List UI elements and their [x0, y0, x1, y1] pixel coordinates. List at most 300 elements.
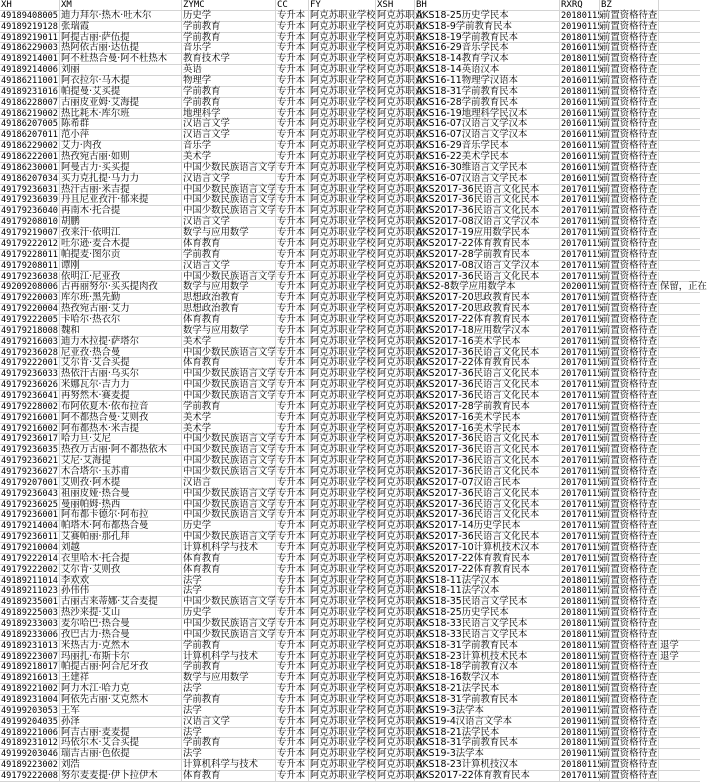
cell-col-xsh[interactable]: 阿克苏职业 [377, 270, 424, 282]
cell-col-bh[interactable]: AKS16-22美术学民本 [414, 152, 559, 163]
cell-col-extra[interactable] [658, 22, 700, 33]
cell-col-extra[interactable] [658, 521, 700, 532]
cell-col-xm[interactable]: 米娜瓦尔·吉力力 [59, 380, 181, 391]
cell-col-bh[interactable]: AKS18-23计算机技汉本 [414, 760, 559, 771]
cell-col-cc[interactable]: 专升本 [275, 358, 308, 369]
cell-col-rxrq[interactable]: 20180115 [561, 597, 603, 608]
cell-col-extra[interactable] [658, 358, 700, 369]
cell-col-cc[interactable]: 专升本 [275, 293, 308, 304]
cell-col-extra[interactable] [658, 684, 700, 695]
cell-col-bh[interactable]: AKS19-3法学本 [414, 749, 559, 760]
cell-col-rxrq[interactable]: 20160115 [561, 152, 603, 163]
cell-col-cc[interactable]: 专升本 [275, 554, 308, 565]
cell-col-xm[interactable]: 热沙来提·艾山 [59, 608, 181, 619]
cell-col-extra[interactable] [658, 532, 700, 543]
cell-col-fy[interactable]: 阿克苏职业学校 [310, 129, 376, 141]
cell-col-fy[interactable]: 阿克苏职业学校 [310, 216, 376, 228]
cell-col-rxrq[interactable]: 20170115 [561, 358, 603, 369]
cell-col-bz[interactable]: 前置资格待查 [601, 715, 658, 727]
cell-col-xm[interactable]: 迪力木拉提·萨塔尔 [59, 337, 181, 348]
cell-col-bz[interactable]: 前置资格待查 [601, 335, 658, 347]
cell-col-extra[interactable] [658, 304, 700, 315]
cell-col-extra[interactable] [658, 608, 700, 619]
cell-col-xsh[interactable]: 阿克苏职业 [377, 704, 424, 716]
cell-col-cc[interactable]: 专升本 [275, 87, 308, 98]
cell-col-cc[interactable]: 专升本 [275, 65, 308, 76]
cell-col-xm[interactable]: 玛依尔木·艾合买提 [59, 738, 181, 749]
cell-col-extra[interactable] [658, 586, 700, 597]
cell-col-xm[interactable]: 尼亚孜·热合曼 [59, 348, 181, 359]
cell-col-bh[interactable]: AKS2017-36民语言文化民本 [414, 467, 559, 478]
cell-col-fy[interactable]: 阿克苏职业学校 [310, 476, 376, 488]
cell-col-rxrq[interactable]: 20170115 [561, 499, 603, 510]
cell-col-xsh[interactable]: 阿克苏职业 [377, 694, 424, 706]
cell-col-rxrq[interactable]: 20170115 [561, 206, 603, 217]
cell-col-xh[interactable]: 49179222005 [1, 314, 58, 325]
cell-col-zymc[interactable]: 中国少数民族语言文学 [183, 205, 277, 217]
cell-col-fy[interactable]: 阿克苏职业学校 [310, 585, 376, 597]
cell-col-xsh[interactable]: 阿克苏职业 [377, 618, 424, 630]
cell-col-cc[interactable]: 专升本 [275, 163, 308, 174]
cell-col-bh[interactable]: AKS16-07汉语言文学汉本 [414, 130, 559, 141]
cell-col-bz[interactable]: 前置资格待查 [601, 107, 658, 119]
cell-col-xm[interactable]: 库尔班·黑先勤 [59, 293, 181, 304]
cell-col-bh[interactable]: AKS2017-36民语言文化民本 [414, 348, 559, 359]
cell-col-bz[interactable]: 前置资格待查 [601, 618, 658, 630]
cell-col-cc[interactable]: 专升本 [275, 500, 308, 511]
cell-col-extra[interactable] [658, 543, 700, 554]
cell-col-cc[interactable]: 专升本 [275, 662, 308, 673]
cell-col-bz[interactable]: 前置资格待查 [601, 259, 658, 271]
cell-col-xsh[interactable]: 阿克苏职业 [377, 770, 424, 782]
cell-col-extra[interactable] [658, 554, 700, 565]
cell-col-cc[interactable]: 专升本 [275, 586, 308, 597]
cell-col-xh[interactable]: 49179236001 [1, 510, 58, 521]
cell-col-bh[interactable]: AKS2017-36民语言文化民本 [414, 369, 559, 380]
cell-col-xm[interactable]: 瑞吉古丽·色依提 [59, 749, 181, 760]
cell-col-bh[interactable]: AKS2017-07汉语言民本 [414, 478, 559, 489]
cell-col-xsh[interactable]: 阿克苏职业 [377, 433, 424, 445]
cell-col-xh[interactable]: 49199204035 [1, 716, 58, 727]
cell-col-xsh[interactable]: 阿克苏职业 [377, 183, 424, 195]
cell-col-bh[interactable]: AKS2017-08汉语言文学汉本 [414, 261, 559, 272]
cell-col-xm[interactable]: 艾尼·艾海提 [59, 456, 181, 467]
cell-col-xh[interactable]: 49189214001 [1, 54, 58, 65]
cell-col-zymc[interactable]: 计算机科学与技术 [181, 760, 275, 771]
cell-col-xsh[interactable]: 阿克苏职业 [377, 9, 424, 21]
cell-col-bh[interactable]: AKS16-28学前教育民本 [414, 98, 559, 109]
cell-col-xh[interactable]: 49199203053 [1, 705, 58, 716]
cell-col-bz[interactable]: 前置资格待查 [601, 248, 658, 260]
cell-col-extra[interactable] [658, 717, 700, 728]
cell-col-cc[interactable]: 专升本 [275, 152, 308, 163]
cell-col-rxrq[interactable]: 20180115 [561, 651, 603, 662]
cell-col-xsh[interactable]: 阿克苏职业 [377, 498, 424, 510]
cell-col-zymc[interactable]: 美术学 [181, 424, 275, 435]
cell-col-rxrq[interactable]: 20170115 [561, 466, 603, 477]
cell-col-fy[interactable]: 阿克苏职业学校 [310, 694, 376, 706]
cell-col-cc[interactable]: 专升本 [275, 369, 308, 380]
cell-col-rxrq[interactable]: 20160115 [561, 130, 603, 141]
cell-col-xh[interactable]: 49189233003 [1, 619, 58, 630]
cell-col-extra[interactable] [658, 217, 700, 228]
cell-col-xh[interactable]: 49179236027 [1, 466, 58, 477]
cell-col-cc[interactable]: 专升本 [275, 749, 308, 760]
cell-col-xsh[interactable]: 阿克苏职业 [377, 335, 424, 347]
cell-col-zymc[interactable]: 中国少数民族语言文学 [183, 368, 277, 380]
cell-col-fy[interactable]: 阿克苏职业学校 [310, 379, 376, 391]
cell-col-fy[interactable]: 阿克苏职业学校 [310, 248, 376, 260]
cell-col-fy[interactable]: 阿克苏职业学校 [310, 194, 376, 206]
cell-col-bz[interactable]: 前置资格待查 [601, 96, 658, 108]
cell-col-bz[interactable]: 前置资格待查 [601, 281, 658, 293]
cell-col-bh[interactable]: AKS2017-22体育教育民本 [414, 358, 559, 369]
cell-col-rxrq[interactable]: 20170115 [561, 249, 603, 260]
cell-col-xh[interactable]: 49186228007 [1, 97, 58, 108]
cell-col-xsh[interactable]: 阿克苏职业 [377, 205, 424, 217]
cell-col-extra[interactable] [658, 760, 700, 771]
cell-col-rxrq[interactable]: 20170115 [561, 304, 603, 315]
cell-col-bz[interactable]: 前置资格待查 [601, 737, 658, 749]
cell-col-xm[interactable]: 阿布都卡德尔·阿布拉 [59, 510, 181, 521]
cell-col-xh[interactable]: 49189233006 [1, 629, 58, 640]
cell-col-xsh[interactable]: 阿克苏职业 [377, 683, 424, 695]
cell-col-extra[interactable] [658, 728, 700, 739]
cell-col-extra[interactable] [658, 565, 700, 576]
cell-col-bh[interactable]: AKS2017-36民语言文化民本 [414, 500, 559, 511]
cell-col-bz[interactable]: 前置资格待查 [601, 465, 658, 477]
cell-col-xh[interactable]: 49186229002 [1, 141, 58, 152]
cell-col-bh[interactable]: AKS18-31学前教育民本 [414, 738, 559, 749]
cell-col-cc[interactable]: 专升本 [275, 760, 308, 771]
cell-col-rxrq[interactable]: 20170115 [561, 434, 603, 445]
cell-col-fy[interactable]: 阿克苏职业学校 [310, 704, 376, 716]
cell-col-cc[interactable]: 专升本 [275, 315, 308, 326]
cell-col-bz[interactable]: 前置资格待查 [601, 411, 658, 423]
cell-col-bh[interactable]: AKS19-4汉语言文学本 [414, 717, 559, 728]
cell-col-bh[interactable]: AKS2017-16美术学民本 [414, 337, 559, 348]
cell-col-zymc[interactable]: 汉语言文学 [181, 174, 275, 185]
cell-col-bh[interactable]: AKS2017-36民语言文化民本 [414, 445, 559, 456]
cell-col-zymc[interactable]: 学前教育 [181, 662, 275, 673]
cell-col-xm[interactable]: 阿提古丽·萨伍提 [59, 33, 181, 44]
cell-col-xm[interactable]: 艾赛帕丽·那孔拜 [59, 532, 181, 543]
cell-col-fy[interactable]: 阿克苏职业学校 [310, 607, 376, 619]
cell-col-extra[interactable] [658, 478, 700, 489]
cell-col-zymc[interactable]: 学前教育 [181, 87, 275, 98]
cell-col-extra[interactable] [658, 695, 700, 706]
cell-col-bz[interactable]: 前置资格待查 [601, 346, 658, 358]
cell-col-xsh[interactable]: 阿克苏职业 [377, 129, 424, 141]
cell-col-xsh[interactable]: 阿克苏职业 [377, 542, 424, 553]
cell-col-fy[interactable]: 阿克苏职业学校 [310, 237, 376, 249]
cell-col-rxrq[interactable]: 20170115 [561, 228, 603, 239]
cell-col-extra[interactable] [658, 130, 700, 141]
cell-col-fy[interactable]: 阿克苏职业学校 [310, 107, 376, 119]
cell-col-xm[interactable]: 艾则孜·阿木提 [59, 478, 181, 489]
cell-col-fy[interactable]: 阿克苏职业学校 [310, 400, 376, 412]
cell-col-extra[interactable] [658, 380, 700, 391]
cell-col-bz[interactable]: 前置资格待查 [601, 140, 658, 152]
cell-col-xh[interactable]: 49179236035 [1, 445, 58, 456]
cell-col-bz[interactable]: 前置资格待查 [601, 704, 658, 716]
cell-col-fy[interactable]: 阿克苏职业学校 [310, 672, 376, 684]
cell-col-cc[interactable]: 专升本 [275, 576, 308, 587]
cell-col-xsh[interactable]: 阿克苏职业 [377, 75, 424, 87]
cell-col-extra[interactable] [658, 348, 700, 359]
cell-col-xh[interactable]: 49186207005 [1, 119, 58, 130]
cell-col-rxrq[interactable]: 20160115 [561, 108, 603, 119]
cell-col-rxrq[interactable]: 20170115 [561, 771, 603, 782]
cell-col-bh[interactable]: AKS18-9学前教育民本 [414, 22, 559, 33]
cell-col-bz[interactable]: 前置资格待查 [601, 389, 658, 401]
cell-col-bz[interactable]: 前置资格待查 [601, 31, 658, 43]
cell-col-rxrq[interactable]: 20170115 [561, 325, 603, 336]
cell-col-xh[interactable]: 49189216013 [1, 673, 58, 684]
cell-col-xm[interactable]: 热比耗木·库尔班 [59, 109, 181, 120]
cell-col-zymc[interactable]: 美术学 [181, 413, 275, 424]
cell-col-xm[interactable]: 热汗古丽·米吉提 [59, 185, 181, 196]
cell-col-cc[interactable]: 专升本 [275, 11, 308, 22]
cell-col-xm[interactable]: 衣里哈木·托合提 [59, 554, 181, 565]
cell-col-xh[interactable]: 49189231013 [1, 640, 58, 651]
header-col-bh[interactable]: BH [414, 0, 559, 11]
cell-col-xsh[interactable]: 阿克苏职业 [377, 194, 424, 206]
cell-col-xh[interactable]: 49189223007 [1, 651, 58, 662]
cell-col-extra[interactable] [658, 510, 700, 521]
cell-col-xm[interactable]: 阿衣拉尔·马木提 [59, 76, 181, 87]
cell-col-rxrq[interactable]: 20170115 [561, 260, 603, 271]
header-col-cc[interactable]: CC [275, 0, 308, 11]
cell-col-zymc[interactable]: 中国少数民族语言文学 [183, 628, 277, 640]
cell-col-cc[interactable]: 专升本 [275, 76, 308, 87]
cell-col-rxrq[interactable]: 20170115 [561, 532, 603, 543]
cell-col-xh[interactable]: 49179236041 [1, 390, 58, 401]
cell-col-zymc[interactable]: 数学与应用数学 [181, 282, 275, 293]
cell-col-cc[interactable]: 专升本 [275, 521, 308, 532]
cell-col-bh[interactable]: AKS16-29音乐学民本 [414, 43, 559, 54]
cell-col-xm[interactable]: 阿不杜热合曼·阿不杜热木 [59, 54, 181, 65]
cell-col-zymc[interactable]: 音乐学 [181, 43, 275, 54]
cell-col-cc[interactable]: 专升本 [275, 185, 308, 196]
cell-col-bh[interactable]: AKS16-07汉语言文学民本 [414, 174, 559, 185]
cell-col-xh[interactable]: 49179216002 [1, 423, 58, 434]
cell-col-bz[interactable]: 前置资格待查 [601, 357, 658, 369]
cell-col-xm[interactable]: 曼丽帕姆·热西 [59, 500, 181, 511]
cell-col-zymc[interactable]: 法学 [181, 706, 275, 717]
cell-col-rxrq[interactable]: 20180115 [561, 54, 603, 65]
cell-col-xsh[interactable]: 阿克苏职业 [377, 313, 424, 325]
cell-col-bz[interactable]: 前置资格待查 [601, 313, 658, 325]
cell-col-fy[interactable]: 阿克苏职业学校 [310, 20, 376, 32]
cell-col-extra[interactable] [658, 43, 700, 54]
cell-col-xsh[interactable]: 阿克苏职业 [377, 748, 424, 760]
cell-col-rxrq[interactable]: 20180115 [561, 673, 603, 684]
cell-col-xh[interactable]: 49179222002 [1, 564, 58, 575]
cell-col-cc[interactable]: 专升本 [275, 33, 308, 44]
cell-col-fy[interactable]: 阿克苏职业学校 [310, 574, 376, 586]
cell-col-bz[interactable]: 前置资格待查 [601, 498, 658, 510]
cell-col-xh[interactable]: 49179236011 [1, 532, 58, 543]
cell-col-bz[interactable]: 前置资格待查 [601, 151, 658, 163]
cell-col-xh[interactable]: 49186211001 [1, 76, 58, 87]
cell-col-bz[interactable]: 前置资格待查 [601, 20, 658, 32]
cell-col-xh[interactable]: 49179218008 [1, 325, 58, 336]
cell-col-extra[interactable] [658, 489, 700, 500]
cell-col-xm[interactable]: 热依汗古丽·乌买尔 [59, 369, 181, 380]
cell-col-zymc[interactable]: 学前教育 [181, 22, 275, 33]
cell-col-bh[interactable]: AKS18-25历史学民本 [414, 11, 559, 22]
cell-col-cc[interactable]: 专升本 [275, 228, 308, 239]
cell-col-xsh[interactable]: 阿克苏职业 [377, 509, 424, 521]
cell-col-fy[interactable]: 阿克苏职业学校 [310, 542, 376, 553]
cell-col-extra[interactable] [658, 98, 700, 109]
cell-col-xm[interactable]: 张瑞霞 [59, 22, 181, 33]
cell-col-bh[interactable]: AKS18-33民语言文学民本 [414, 619, 559, 630]
cell-col-zymc[interactable]: 中国少数民族语言文学 [183, 444, 277, 456]
cell-col-xsh[interactable]: 阿克苏职业 [377, 759, 424, 771]
cell-col-bh[interactable]: AKS18-11法学汉本 [414, 576, 559, 587]
cell-col-bz[interactable]: 前置资格待查 [601, 509, 658, 521]
cell-col-xm[interactable]: 刘浩 [59, 760, 181, 771]
cell-col-bz[interactable]: 前置资格待查 [601, 596, 658, 608]
cell-col-xh[interactable]: 49189221006 [1, 727, 58, 738]
cell-col-cc[interactable]: 专升本 [275, 738, 308, 749]
cell-col-bz[interactable]: 前置资格待查 [601, 542, 658, 553]
cell-col-rxrq[interactable]: 20160115 [561, 141, 603, 152]
cell-col-xh[interactable]: 49189221002 [1, 684, 58, 695]
cell-col-xsh[interactable]: 阿克苏职业 [377, 552, 424, 564]
cell-col-xsh[interactable]: 阿克苏职业 [377, 346, 424, 358]
cell-col-cc[interactable]: 专升本 [275, 673, 308, 684]
cell-col-zymc[interactable]: 中国少数民族语言文学 [183, 346, 277, 358]
cell-col-cc[interactable]: 专升本 [275, 217, 308, 228]
cell-col-fy[interactable]: 阿克苏职业学校 [310, 227, 376, 239]
cell-col-bz[interactable]: 前置资格待查 [601, 639, 658, 651]
cell-col-rxrq[interactable]: 20170115 [561, 195, 603, 206]
cell-col-xh[interactable]: 49186207011 [1, 130, 58, 141]
cell-col-xsh[interactable]: 阿克苏职业 [377, 661, 424, 673]
cell-col-cc[interactable]: 专升本 [275, 543, 308, 554]
cell-col-fy[interactable]: 阿克苏职业学校 [310, 715, 376, 727]
cell-col-bz[interactable]: 前置资格待查 [601, 85, 658, 97]
cell-col-xm[interactable]: 吐尔逊·麦合木提 [59, 239, 181, 250]
cell-col-zymc[interactable]: 中国少数民族语言文学 [183, 487, 277, 499]
cell-col-bz[interactable]: 前置资格待查 [601, 75, 658, 87]
header-col-rxrq[interactable]: RXRQ [559, 0, 599, 11]
cell-col-zymc[interactable]: 计算机科学与技术 [181, 652, 275, 663]
cell-col-xsh[interactable]: 阿克苏职业 [377, 107, 424, 119]
cell-col-xm[interactable]: 艾力·肉孜 [59, 141, 181, 152]
cell-col-xm[interactable]: 阿曼古力·买买提 [59, 163, 181, 174]
cell-col-xsh[interactable]: 阿克苏职业 [377, 607, 424, 619]
cell-col-rxrq[interactable]: 20180115 [561, 662, 603, 673]
cell-col-extra[interactable] [658, 402, 700, 413]
cell-col-xm[interactable]: 古再丽努尔·买买提肉孜 [59, 282, 181, 293]
cell-col-extra[interactable] [658, 771, 700, 782]
cell-col-xm[interactable]: 孜巴古力·热合曼 [59, 630, 181, 641]
cell-col-zymc[interactable]: 数学与应用数学 [181, 673, 275, 684]
cell-col-bz[interactable]: 前置资格待查 [601, 303, 658, 315]
cell-col-xsh[interactable]: 阿克苏职业 [377, 639, 424, 651]
cell-col-extra[interactable] [658, 434, 700, 445]
cell-col-xm[interactable]: 帕塔木·阿布都热合曼 [59, 521, 181, 532]
cell-col-xh[interactable]: 49189231012 [1, 738, 58, 749]
cell-col-zymc[interactable]: 历史学 [181, 11, 275, 22]
cell-col-xh[interactable]: 49189225003 [1, 608, 58, 619]
cell-col-xh[interactable]: 49186230001 [1, 162, 58, 173]
cell-col-cc[interactable]: 专升本 [275, 532, 308, 543]
cell-col-xm[interactable]: 依明江·尼亚孜 [59, 272, 181, 283]
cell-col-fy[interactable]: 阿克苏职业学校 [310, 53, 376, 65]
cell-col-xsh[interactable]: 阿克苏职业 [377, 64, 424, 76]
cell-col-bh[interactable]: AKS18-31学前教育民本 [414, 695, 559, 706]
cell-col-xh[interactable]: 49189214006 [1, 65, 58, 76]
cell-col-extra[interactable] [658, 261, 700, 272]
cell-col-extra[interactable] [658, 293, 700, 304]
cell-col-bh[interactable]: AKS16-30维语言文学民本 [414, 163, 559, 174]
cell-col-rxrq[interactable]: 20200115 [561, 282, 603, 293]
cell-col-bz[interactable]: 前置资格待查 [601, 183, 658, 195]
cell-col-rxrq[interactable]: 20170115 [561, 184, 603, 195]
cell-col-cc[interactable]: 专升本 [275, 717, 308, 728]
cell-col-cc[interactable]: 专升本 [275, 478, 308, 489]
cell-col-xsh[interactable]: 阿克苏职业 [377, 400, 424, 412]
cell-col-bz[interactable]: 前置资格待查 [601, 422, 658, 434]
cell-col-xm[interactable]: 卡哈尔·热衣尔 [59, 315, 181, 326]
cell-col-extra[interactable] [658, 337, 700, 348]
cell-col-rxrq[interactable]: 20180115 [561, 629, 603, 640]
cell-col-fy[interactable]: 阿克苏职业学校 [310, 205, 376, 217]
cell-col-xm[interactable]: 刘越 [59, 543, 181, 554]
cell-col-bh[interactable]: AKS2017-19应用数学民本 [414, 228, 559, 239]
cell-col-xsh[interactable]: 阿克苏职业 [377, 715, 424, 727]
cell-col-bz[interactable]: 前置资格待查 [601, 476, 658, 488]
cell-col-fy[interactable]: 阿克苏职业学校 [310, 389, 376, 401]
cell-col-rxrq[interactable]: 20170115 [561, 477, 603, 488]
cell-col-xh[interactable]: 49186229003 [1, 43, 58, 54]
cell-col-xm[interactable]: 刘丽 [59, 65, 181, 76]
cell-col-bh[interactable]: AKS18-14教育学汉本 [414, 54, 559, 65]
cell-col-xm[interactable]: 范小萍 [59, 130, 181, 141]
cell-col-cc[interactable]: 专升本 [275, 54, 308, 65]
cell-col-bz[interactable]: 前置资格待查 [601, 433, 658, 445]
cell-col-extra[interactable] [658, 413, 700, 424]
header-col-extra[interactable] [658, 0, 700, 11]
cell-col-cc[interactable]: 专升本 [275, 434, 308, 445]
cell-col-zymc[interactable]: 汉语言文学 [181, 717, 275, 728]
cell-col-rxrq[interactable]: 20170115 [561, 564, 603, 575]
cell-col-xsh[interactable]: 阿克苏职业 [377, 411, 424, 423]
cell-col-zymc[interactable]: 汉语言文学 [181, 217, 275, 228]
cell-col-fy[interactable]: 阿克苏职业学校 [310, 618, 376, 630]
cell-col-cc[interactable]: 专升本 [275, 141, 308, 152]
cell-col-bz[interactable]: 前置资格待查 [601, 672, 658, 684]
cell-col-zymc[interactable]: 中国少数民族语言文学 [183, 531, 277, 543]
cell-col-xsh[interactable]: 阿克苏职业 [377, 216, 424, 228]
cell-col-xh[interactable]: 49199203046 [1, 749, 58, 760]
cell-col-rxrq[interactable]: 20170115 [561, 217, 603, 228]
cell-col-fy[interactable]: 阿克苏职业学校 [310, 563, 376, 575]
cell-col-fy[interactable]: 阿克苏职业学校 [310, 465, 376, 477]
cell-col-xm[interactable]: 魏和 [59, 326, 181, 337]
cell-col-fy[interactable]: 阿克苏职业学校 [310, 9, 376, 21]
cell-col-zymc[interactable]: 体育教育 [181, 771, 275, 782]
cell-col-rxrq[interactable]: 20170115 [561, 293, 603, 304]
cell-col-xm[interactable]: 帕提曼·艾买提 [59, 87, 181, 98]
cell-col-zymc[interactable]: 地理科学 [181, 109, 275, 120]
cell-col-extra[interactable] [658, 65, 700, 76]
